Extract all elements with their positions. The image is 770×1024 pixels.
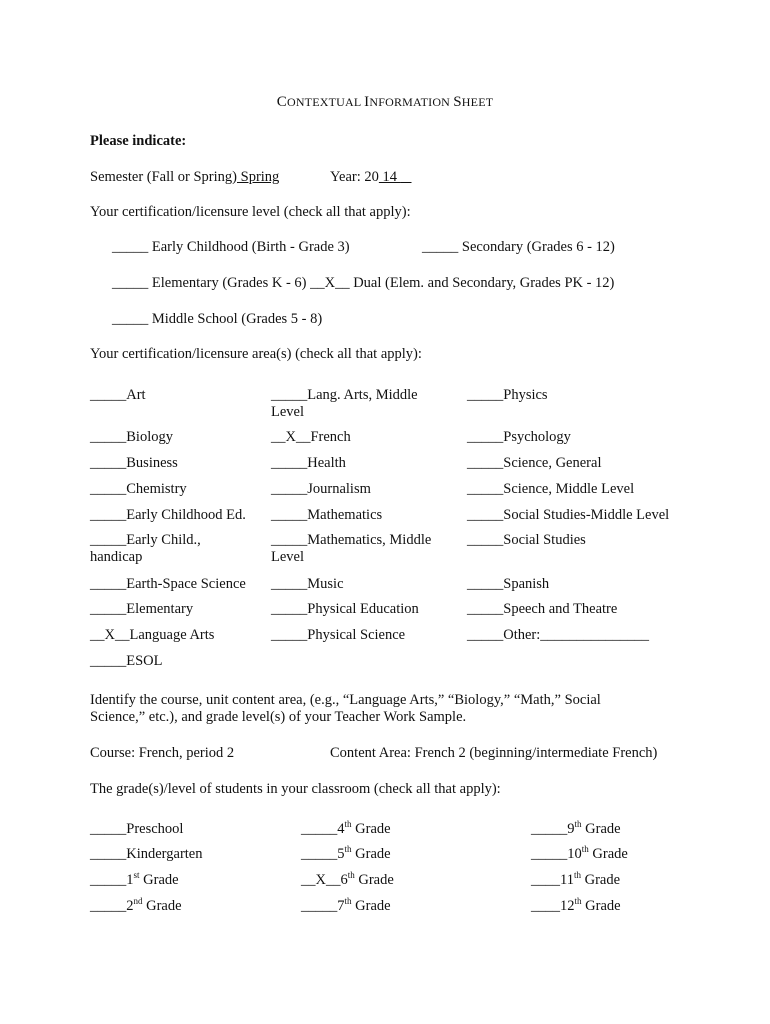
area-physical-education[interactable]: _____Physical Education [271, 601, 419, 617]
area-health[interactable]: _____Health [271, 455, 346, 471]
level-early-childhood[interactable]: _____ Early Childhood (Birth - Grade 3) [112, 239, 350, 255]
area-earth-space[interactable]: _____Earth-Space Science [90, 576, 246, 592]
identify-instructions: Identify the course, unit content area, (e.g., “Language Arts,” “Biology,” “Math,” Social Science,” etc.), and grade level(s) of your Teacher Work Sample. [90, 692, 601, 725]
area-other[interactable]: _____Other:_______________ [467, 627, 650, 643]
grade-9[interactable]: _____9th Grade [531, 819, 621, 837]
area-biology[interactable]: _____Biology [90, 429, 173, 445]
level-secondary[interactable]: _____ Secondary (Grades 6 - 12) [422, 239, 615, 255]
page-title: CONTEXTUAL INFORMATION SHEET [276, 94, 494, 110]
area-speech-theatre[interactable]: _____Speech and Theatre [467, 601, 618, 617]
grade-5[interactable]: _____5th Grade [301, 844, 391, 862]
area-heading: Your certification/licensure area(s) (check all that apply): [90, 346, 422, 362]
area-psychology[interactable]: _____Psychology [467, 429, 571, 445]
area-science-general[interactable]: _____Science, General [467, 455, 602, 471]
area-business[interactable]: _____Business [90, 455, 178, 471]
area-language-arts[interactable]: __X__Language Arts [90, 627, 215, 643]
area-math-middle[interactable]: _____Mathematics, Middle Level [271, 532, 432, 565]
grade-10[interactable]: _____10th Grade [531, 844, 628, 862]
grade-4[interactable]: _____4th Grade [301, 819, 391, 837]
semester-value: Spring [237, 169, 280, 185]
grade-11[interactable]: ____11th Grade [531, 870, 621, 888]
please-indicate-heading: Please indicate: [90, 133, 187, 149]
area-journalism[interactable]: _____Journalism [271, 481, 371, 497]
area-early-child-handicap[interactable]: _____Early Child., handicap [90, 532, 201, 565]
area-mathematics[interactable]: _____Mathematics [271, 507, 383, 523]
area-spanish[interactable]: _____Spanish [467, 576, 550, 592]
area-esol[interactable]: _____ESOL [90, 653, 163, 669]
area-music[interactable]: _____Music [271, 576, 344, 592]
content-area-field[interactable]: Content Area: French 2 (beginning/intermediate French) [330, 745, 658, 761]
area-physics[interactable]: _____Physics [467, 387, 548, 403]
grade-kindergarten[interactable]: _____Kindergarten [90, 846, 203, 862]
area-french[interactable]: __X__French [271, 429, 351, 445]
grades-heading: The grade(s)/level of students in your classroom (check all that apply): [90, 781, 501, 797]
area-science-middle[interactable]: _____Science, Middle Level [467, 481, 635, 497]
area-physical-science[interactable]: _____Physical Science [271, 627, 406, 643]
grade-2[interactable]: _____2nd Grade [90, 896, 182, 914]
semester-field[interactable]: Semester (Fall or Spring) Spring [90, 169, 280, 185]
level-heading: Your certification/licensure level (check all that apply): [90, 204, 411, 220]
area-elementary[interactable]: _____Elementary [90, 601, 194, 617]
level-elementary-dual[interactable]: _____ Elementary (Grades K - 6) __X__ Dual (Elem. and Secondary, Grades PK - 12) [112, 275, 615, 291]
grade-7[interactable]: _____7th Grade [301, 896, 391, 914]
grade-6[interactable]: __X__6th Grade [301, 870, 394, 888]
area-social-studies-middle[interactable]: _____Social Studies-Middle Level [467, 507, 670, 523]
year-value: 14 [378, 169, 401, 185]
area-social-studies[interactable]: _____Social Studies [467, 532, 586, 548]
level-middle-school[interactable]: _____ Middle School (Grades 5 - 8) [112, 311, 323, 327]
year-field[interactable]: Year: 20 14 [330, 169, 412, 186]
area-lang-arts-middle[interactable]: _____Lang. Arts, Middle Level [271, 387, 418, 420]
grade-1[interactable]: _____1st Grade [90, 870, 179, 888]
area-early-childhood-ed[interactable]: _____Early Childhood Ed. [90, 507, 246, 523]
area-art[interactable]: _____Art [90, 387, 146, 403]
course-field[interactable]: Course: French, period 2 [90, 745, 235, 761]
area-chemistry[interactable]: _____Chemistry [90, 481, 187, 497]
grade-12[interactable]: ____12th Grade [531, 896, 621, 914]
grade-preschool[interactable]: _____Preschool [90, 821, 184, 837]
